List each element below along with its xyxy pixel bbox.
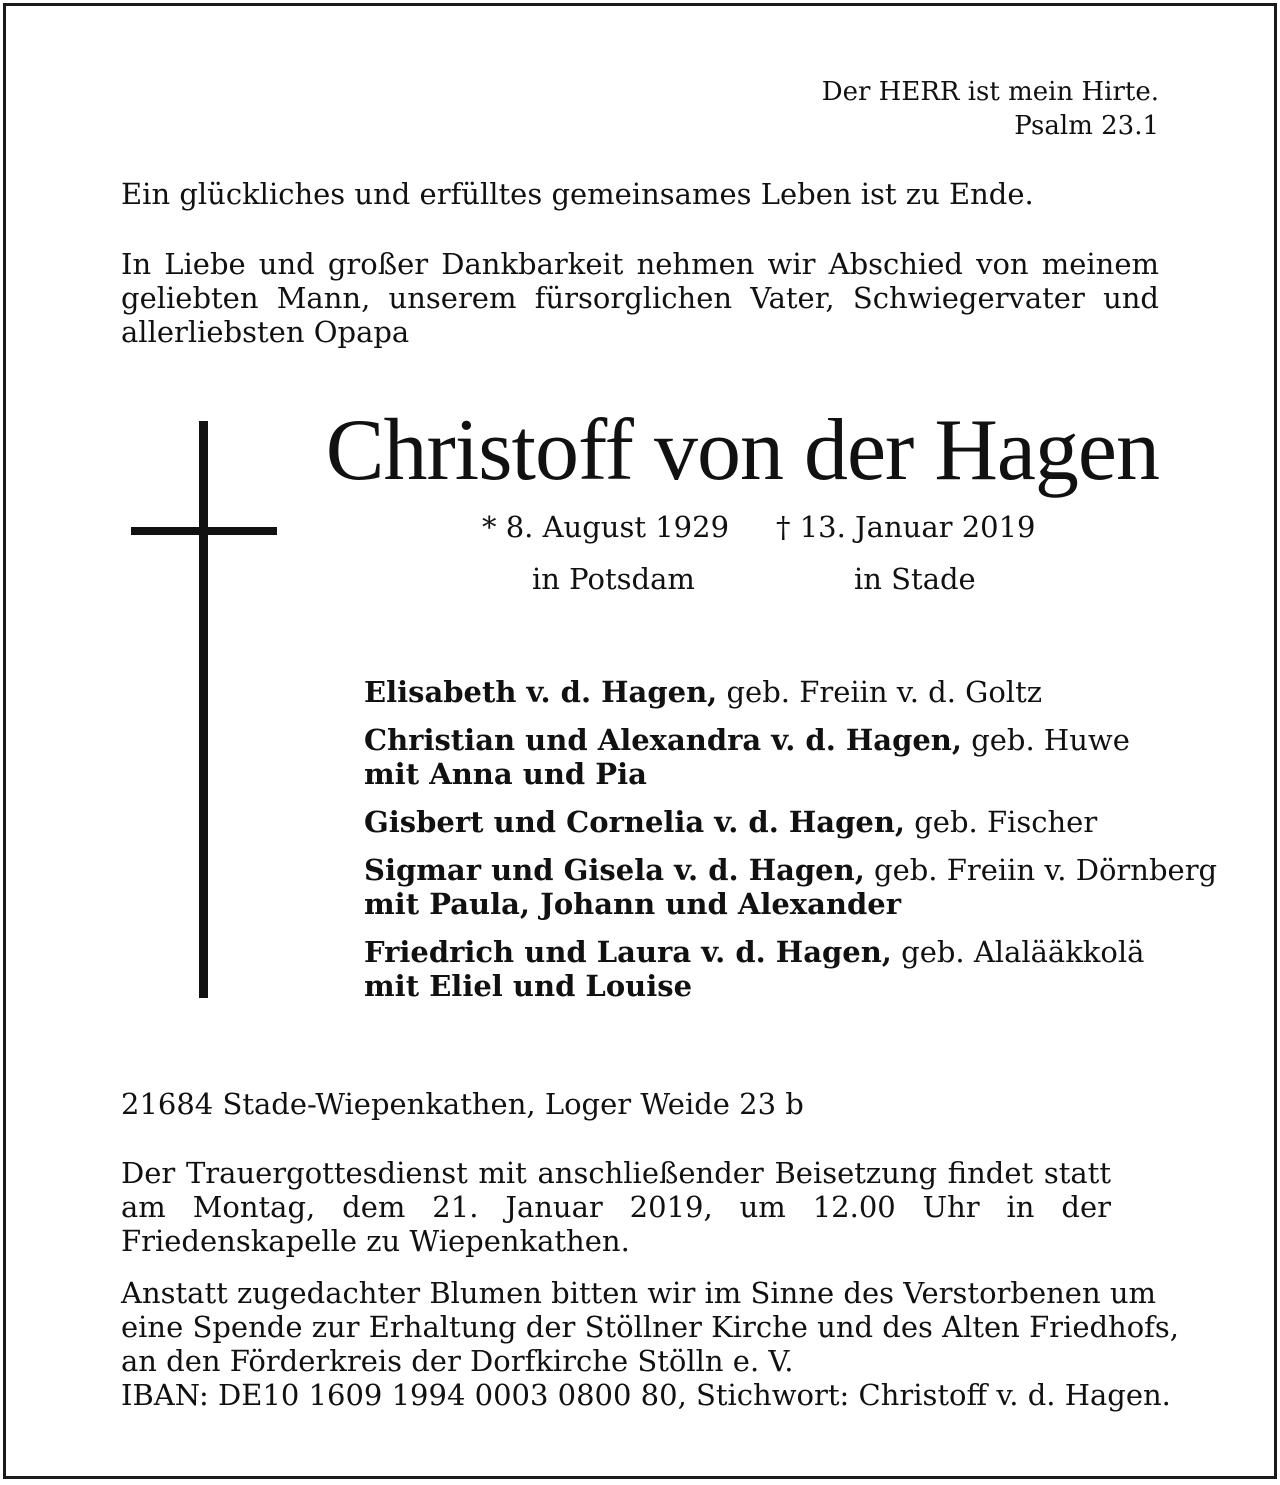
cross-icon xyxy=(199,421,208,998)
mourner-children: mit Anna und Pia xyxy=(364,757,647,791)
address: 21684 Stade-Wiepenkathen, Loger Weide 23 b xyxy=(121,1087,804,1121)
mourner-names: Friedrich und Laura v. d. Hagen, xyxy=(364,935,892,969)
mourner-maiden-name: geb. Fischer xyxy=(905,805,1098,839)
mourner-maiden-name: geb. Huwe xyxy=(961,723,1130,757)
mourner-names: Christian und Alexandra v. d. Hagen, xyxy=(364,723,962,757)
mourner-entry xyxy=(364,805,1217,839)
motto-source: Psalm 23.1 xyxy=(1014,111,1159,141)
mourner-maiden-name: geb. Freiin v. Dörnberg xyxy=(864,853,1218,887)
mourner-children: mit Eliel und Louise xyxy=(364,969,693,1003)
mourner-names: Gisbert und Cornelia v. d. Hagen, xyxy=(364,805,906,839)
mourner-names: Elisabeth v. d. Hagen, xyxy=(364,675,718,709)
birth-place: in Potsdam xyxy=(532,562,695,596)
motto-line: Der HERR ist mein Hirte. xyxy=(821,77,1159,107)
mourner-maiden-name: geb. Alalääkkolä xyxy=(891,935,1145,969)
mourners-list xyxy=(364,675,1217,1017)
mourner-entry xyxy=(364,723,1217,791)
cross-icon-bar xyxy=(131,527,277,535)
donation-line: eine Spende zur Erhaltung der Stöllner Kirche und des Alten Friedhofs, xyxy=(121,1310,1180,1344)
birth-date: * 8. August 1929 xyxy=(482,510,730,544)
mourner-entry xyxy=(364,675,1217,709)
service-info: Der Trauergottesdienst mit anschließender Beisetzung findet statt am Montag, dem 21. Januar 2019, um 12.00 Uhr in der Friedenskapelle zu Wiepenkathen. xyxy=(121,1156,1111,1258)
donation-line: Anstatt zugedachter Blumen bitten wir im Sinne des Verstorbenen um xyxy=(121,1276,1157,1310)
mourner-entry xyxy=(364,853,1217,921)
mourner-maiden-name: geb. Freiin v. d. Goltz xyxy=(717,675,1043,709)
donation-bank-details: IBAN: DE10 1609 1994 0003 0800 80, Stichwort: Christoff v. d. Hagen. xyxy=(121,1378,1171,1412)
mourner-entry xyxy=(364,935,1217,1003)
donation-line: an den Förderkreis der Dorfkirche Stölln e. V. xyxy=(121,1344,794,1378)
mourner-children: mit Paula, Johann und Alexander xyxy=(364,887,901,921)
mourner-names: Sigmar und Gisela v. d. Hagen, xyxy=(364,853,865,887)
intro-text: Ein glückliches und erfülltes gemeinsames Leben ist zu Ende. xyxy=(121,177,1034,211)
death-date: † 13. Januar 2019 xyxy=(776,510,1036,544)
death-place: in Stade xyxy=(854,562,976,596)
announcement-text: In Liebe und großer Dankbarkeit nehmen wir Abschied von meinem geliebten Mann, unserem fürsorglichen Vater, Schwiegervater und allerliebsten Opapa xyxy=(121,247,1159,349)
deceased-name: Christoff von der Hagen xyxy=(325,402,1159,499)
